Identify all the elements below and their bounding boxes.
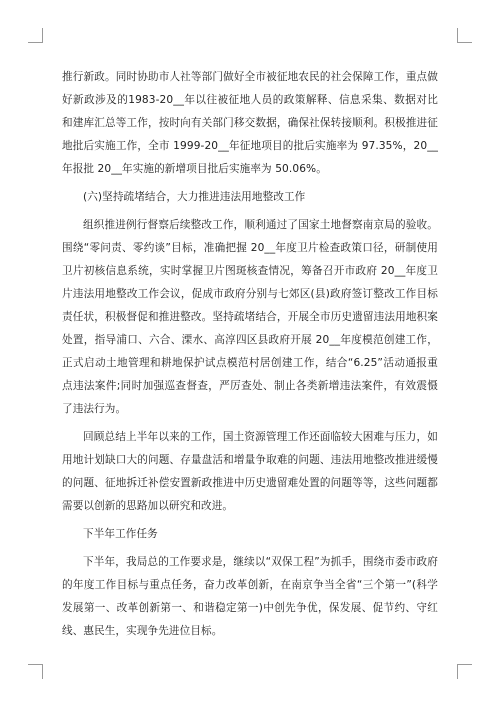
paragraph-second-half-goals: 下半年，我局总的工作要求是，继续以“双保工程”为抓手，围绕市委市政府的年度工作目标与重点任务，奋力改革创新，在南京争当全省“三个第一”(科学发展第一、改革创新第一、和谐稳定第一)中创先争优，保发展、促节约、守红线、惠民生，实现争先进位目标。 <box>62 556 438 637</box>
paragraph-review: 回顾总结上半年以来的工作，国土资源管理工作还面临较大困难与压力，如用地计划缺口大的问题、存量盘活和增量争取难的问题、违法用地整改推进缓慢的问题、征地拆迁补偿安置新政推进中历史遗留难处置的问题等等，这些问题都需要以创新的思路加以研究和改进。 <box>62 431 438 512</box>
paragraph-land-requisition: 推行新政。同时协助市人社等部门做好全市被征地农民的社会保障工作，重点做好新政涉及的1983-20__年以往被征地人员的政策解释、信息采集、数据对比和建库汇总等工作，按时向有关部门移交数据，确保社保转接顺利。积极推进征地批后实施工作，全市 1999-20__年征地项目的批后实施率为 97.35%，20__年报批 20__年实施的新增项目批后实施率为 50.06%。 <box>62 71 438 175</box>
crop-mark-top-left <box>28 28 43 43</box>
crop-mark-bottom-left <box>28 664 43 679</box>
section-heading-second-half: 下半年工作任务 <box>83 528 158 540</box>
crop-mark-top-right <box>457 28 472 43</box>
section-heading-illegal-land: (六)坚持疏堵结合，大力推进违法用地整改工作 <box>83 191 306 203</box>
document-body <box>62 66 438 643</box>
crop-mark-bottom-right <box>457 664 472 679</box>
paragraph-rectification: 组织推进例行督察后续整改工作，顺利通过了国家土地督察南京局的验收。围绕“零问责、零约谈”目标，准确把握 20__年度卫片检查政策口径，研制使用卫片初核信息系统，实时掌握卫片图斑核查情况，筹备召开市政府 20__年度卫片违法用地整改工作会议，促成市政府分别与七郊区(县)政府签订整改工作目标责任状，积极督促和推进整改。坚持疏堵结合，开展全市历史遗留违法用地积案处置，指导浦口、六合、溧水、高淳四区县政府开展 20__年度模范创建工作，正式启动土地管理和耕地保护试点模范村居创建工作，结合“6.25”活动通报重点违法案件;同时加强巡查督查，严厉查处、制止各类新增违法案件，有效震慑了违法行为。 <box>62 219 438 415</box>
